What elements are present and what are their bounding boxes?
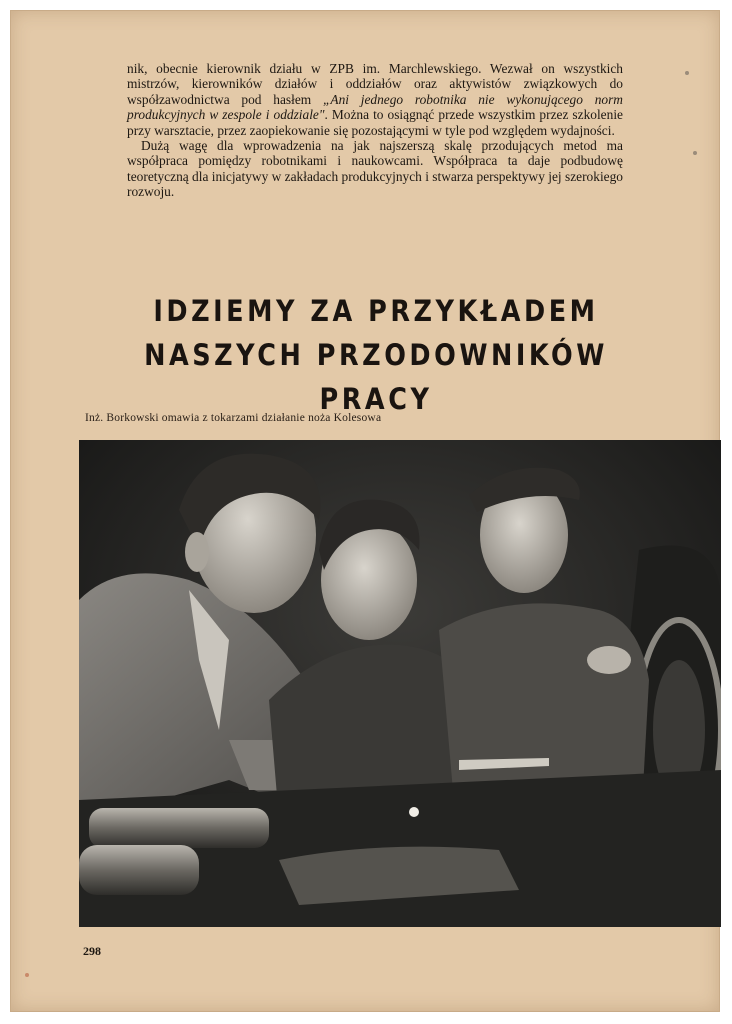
photo-caption: Inż. Borkowski omawia z tokarzami działanie noża Kolesowa	[85, 412, 382, 424]
paragraph-text: . Można to osiągnąć przede wszystkim przez szkolenie przy warsztacie, przez zaopiekowanie się pozostającymi w tyle pod względem wydajności.	[127, 107, 623, 138]
slogan-quote: „Ani jednego robotnika nie wykonującego norm produkcyjnych w zespole i oddziale"	[127, 91, 623, 123]
article-paragraph-2: Dużą wagę dla wprowadzenia na jak najszerszą skalę przodujących metod ma współpraca pomiędzy robotnikami i naukowcami. Współpraca ta daje podbudowę teoretyczną dla inicjatywy w zakładach produkcyjnych i stwarza perspektywy jej szerokiego rozwoju.	[127, 138, 624, 200]
article-text	[127, 61, 623, 200]
headline	[108, 289, 645, 421]
photo-workers-at-lathe	[79, 440, 721, 927]
paper-speck	[25, 973, 29, 977]
headline-line-1: IDZIEMY ZA PRZYKŁADEM	[153, 294, 599, 328]
photo-illustration	[79, 440, 721, 927]
paper-speck	[685, 71, 689, 75]
magazine-page	[10, 10, 720, 1012]
paragraph-text: nik, obecnie kierownik działu w ZPB im. Marchlewskiego. Wezwał on wszystkich mistrzów, kierowników działów i oddziałów oraz aktywistów związkowych do współzawodnictwa pod hasłem	[127, 61, 623, 107]
headline-line-2: NASZYCH PRZODOWNIKÓW PRACY	[144, 338, 608, 416]
page-number: 298	[83, 944, 101, 958]
paper-speck	[693, 151, 697, 155]
article-paragraph-1	[127, 61, 623, 138]
